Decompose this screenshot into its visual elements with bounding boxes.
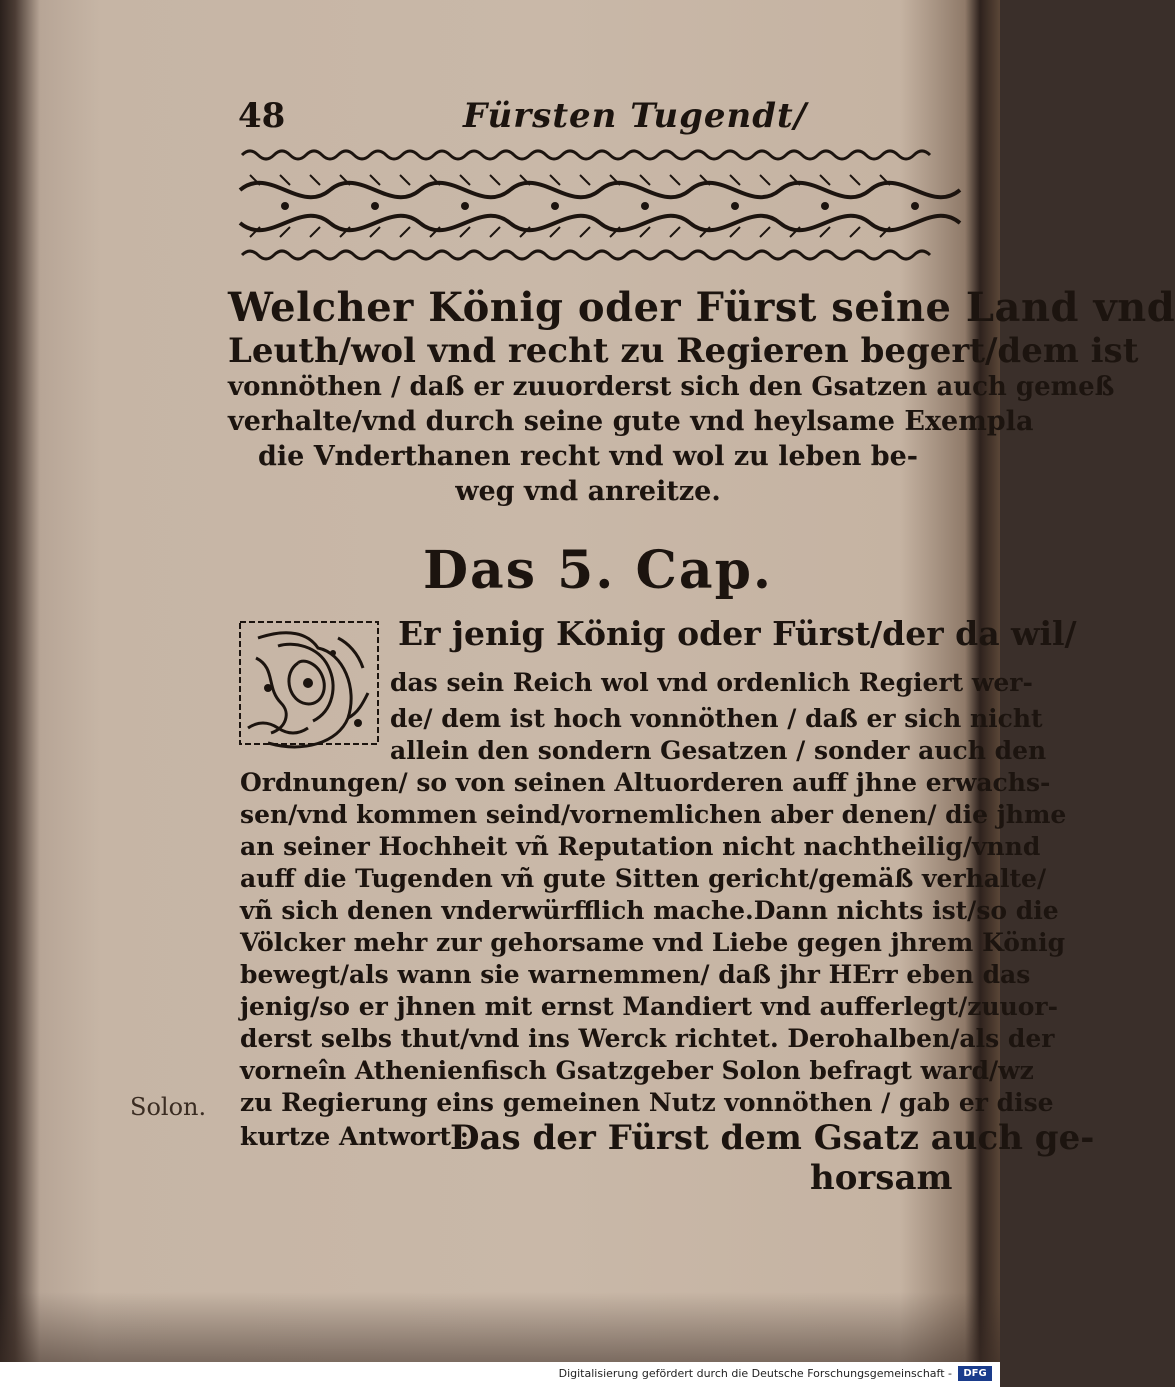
- chapter-heading: [228, 284, 1175, 507]
- body-line: zu Regierung eins gemeinen Nutz vonnöthen / gab er dise: [240, 1088, 1054, 1117]
- body-line: de/ dem ist hoch vonnöthen / daß er sich nicht: [390, 704, 1043, 733]
- heading-line: verhalte/vnd durch seine gute vnd heylsame Exempla: [228, 406, 1034, 437]
- body-line: derst selbs thut/vnd ins Werck richtet. Derohalben/als der: [240, 1024, 1055, 1053]
- body-line-emphasis: horsam: [810, 1158, 953, 1198]
- body-line: vñ sich denen vnderwürfflich mache.Dann nichts ist/so die: [240, 896, 1059, 925]
- digitization-footer: [0, 1362, 1000, 1387]
- body-line-emphasis: Das der Fürst dem Gsatz auch ge-: [450, 1118, 1095, 1158]
- funding-credit: Digitalisierung gefördert durch die Deutsche Forschungsgemeinschaft -: [558, 1367, 952, 1380]
- heading-line: weg vnd anreitze.: [455, 476, 721, 507]
- heading-line: vonnöthen / daß er zuuorderst sich den Gsatzen auch gemeß: [228, 372, 1115, 402]
- body-line: kurtze Antwort :: [240, 1122, 469, 1151]
- heading-line: Leuth/wol vnd recht zu Regieren begert/dem ist: [228, 331, 1139, 371]
- body-line: jenig/so er jhnen mit ernst Mandiert vnd aufferlegt/zuuor-: [240, 992, 1058, 1021]
- body-line: Er jenig König oder Fürst/der da wil/: [398, 614, 1077, 653]
- body-line: vorneîn Athenienfisch Gsatzgeber Solon befragt ward/wz: [240, 1056, 1034, 1085]
- body-line: sen/vnd kommen seind/vornemlichen aber denen/ die jhme: [240, 800, 1067, 829]
- body-line: das sein Reich wol vnd ordenlich Regiert wer-: [390, 668, 1033, 697]
- chapter-title: Das 5. Cap.: [422, 540, 774, 601]
- body-line: Völcker mehr zur gehorsame vnd Liebe gegen jhrem König: [240, 928, 1066, 957]
- body-line: Ordnungen/ so von seinen Altuorderen auff jhne erwachs-: [240, 768, 1051, 797]
- dfg-logo: DFG: [958, 1366, 992, 1381]
- body-line: bewegt/als wann sie warnemmen/ daß jhr HErr eben das: [240, 960, 1031, 989]
- heading-line: die Vnderthanen recht vnd wol zu leben be-: [257, 441, 918, 472]
- decorative-border-ornament: [240, 145, 926, 265]
- heading-line: Welcher König oder Fürst seine Land vnd: [228, 284, 1175, 331]
- body-line: auff die Tugenden vñ gute Sitten gericht/gemäß verhalte/: [240, 864, 1047, 893]
- marginal-note: Solon.: [130, 1093, 207, 1121]
- book-page: [38, 0, 1175, 1362]
- body-line: an seiner Hochheit vñ Reputation nicht nachtheilig/vnnd: [240, 832, 1041, 861]
- body-line: allein den sondern Gesatzen / sonder auch den: [390, 736, 1047, 765]
- running-head: [238, 94, 938, 144]
- running-title: Fürsten Tugendt/: [463, 96, 808, 136]
- page-number: 48: [238, 96, 286, 136]
- decorated-initial-d: [238, 618, 380, 748]
